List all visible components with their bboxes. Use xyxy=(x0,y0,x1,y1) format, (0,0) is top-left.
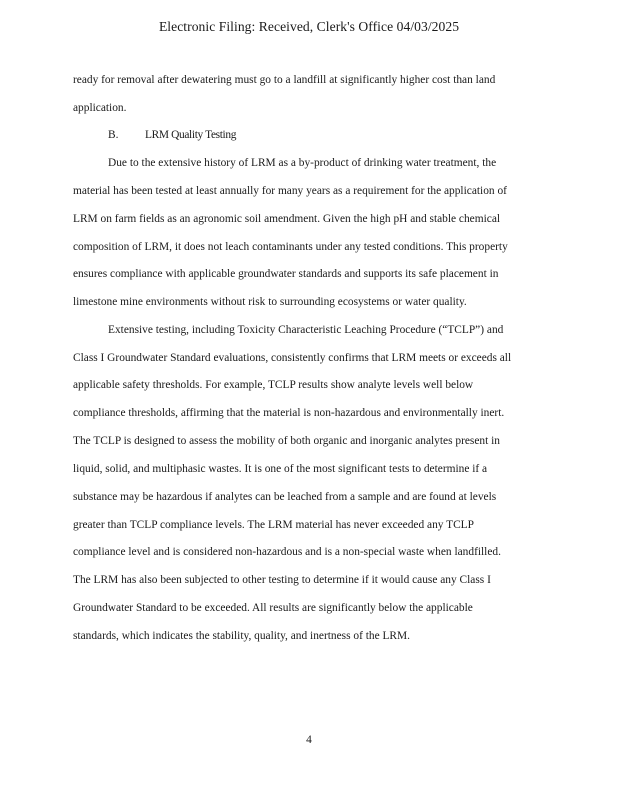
text-line: Extensive testing, including Toxicity Characteristic Leaching Procedure (“TCLP”) and xyxy=(108,324,504,336)
page-number: 4 xyxy=(306,734,312,746)
text-line: composition of LRM, it does not leach contaminants under any tested conditions. This property xyxy=(73,241,508,253)
text-line: The LRM has also been subjected to other testing to determine if it would cause any Class I xyxy=(73,574,491,586)
text-line: Due to the extensive history of LRM as a by-product of drinking water treatment, the xyxy=(108,157,497,169)
text-line: compliance thresholds, affirming that the material is non-hazardous and environmentally inert. xyxy=(73,407,505,419)
filing-stamp: Electronic Filing: Received, Clerk's Office 04/03/2025 xyxy=(158,19,460,34)
text-line: LRM on farm fields as an agronomic soil amendment. Given the high pH and stable chemical xyxy=(73,213,501,225)
text-line: limestone mine environments without risk to surrounding ecosystems or water quality. xyxy=(73,296,467,308)
text-line: Groundwater Standard to be exceeded. All results are significantly below the applicable xyxy=(73,602,473,614)
text-line: applicable safety thresholds. For example, TCLP results show analyte levels well below xyxy=(73,379,474,391)
text-line: ensures compliance with applicable groundwater standards and supports its safe placement in xyxy=(73,268,499,280)
text-line: Class I Groundwater Standard evaluations, consistently confirms that LRM meets or exceeds all xyxy=(73,352,512,364)
text-line: substance may be hazardous if analytes can be leached from a sample and are found at levels xyxy=(73,491,497,503)
section-title: LRM Quality Testing xyxy=(145,129,237,141)
section-letter: B. xyxy=(108,129,119,141)
text-line: ready for removal after dewatering must go to a landfill at significantly higher cost than land xyxy=(73,74,496,86)
text-line: greater than TCLP compliance levels. The LRM material has never exceeded any TCLP xyxy=(73,519,474,531)
text-line: liquid, solid, and multiphasic wastes. It is one of the most significant tests to determine if a xyxy=(73,463,488,475)
text-line: application. xyxy=(73,102,127,114)
text-line: The TCLP is designed to assess the mobility of both organic and inorganic analytes present in xyxy=(73,435,500,447)
text-line: material has been tested at least annually for many years as a requirement for the application of xyxy=(73,185,507,197)
text-line: standards, which indicates the stability, quality, and inertness of the LRM. xyxy=(73,630,411,642)
text-line: compliance level and is considered non-hazardous and is a non-special waste when landfilled. xyxy=(73,546,501,558)
